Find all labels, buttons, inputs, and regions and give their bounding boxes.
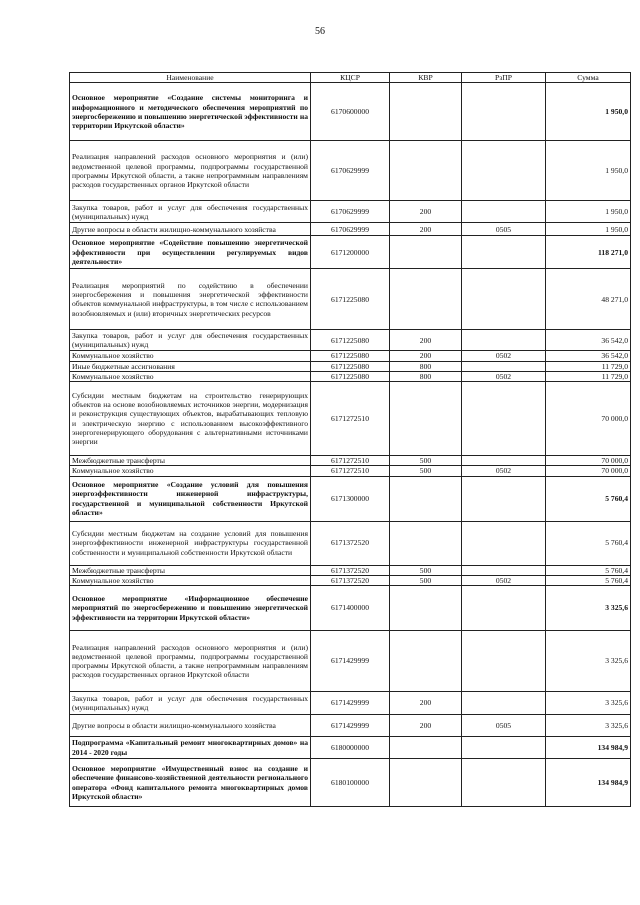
cell-kvr: 500 [390,565,462,575]
cell-rzpr [462,361,546,371]
cell-sum: 5 760,4 [546,521,631,565]
cell-kvr: 200 [390,351,462,361]
table-row [70,83,631,141]
cell-kvr [390,586,462,631]
cell-rzpr: 0502 [462,575,546,585]
cell-name: Основное мероприятие «Информационное обеспечение мероприятий по энергосбережению и повышению энергетической эффективности на территории Иркутской области» [70,586,311,631]
table-row [70,737,631,759]
cell-kvr: 200 [390,692,462,715]
table-row [70,456,631,466]
cell-rzpr [462,521,546,565]
cell-rzpr [462,269,546,330]
cell-kvr [390,236,462,269]
budget-table [69,72,631,807]
cell-sum: 1 950,0 [546,141,631,201]
header-kcsr: КЦСР [311,73,390,83]
cell-name: Закупка товаров, работ и услуг для обеспечения государственных (муниципальных) нужд [70,201,311,223]
cell-sum: 118 271,0 [546,236,631,269]
cell-kvr [390,521,462,565]
cell-name: Основное мероприятие «Создание системы мониторинга и информационного и методического обеспечения мероприятий по энергосбережению и повышению энергетической эффективности на территории Иркутской области» [70,83,311,141]
cell-name: Коммунальное хозяйство [70,351,311,361]
cell-rzpr [462,236,546,269]
cell-name: Реализация направлений расходов основного мероприятия и (или) ведомственной целевой программы, подпрограммы государственной программы Иркутской области, а также непрограммным направлениям расходов государственных органов Иркутской области [70,631,311,692]
cell-sum: 1 950,0 [546,201,631,223]
cell-rzpr [462,330,546,351]
cell-name: Коммунальное хозяйство [70,466,311,476]
cell-rzpr [462,759,546,807]
header-name: Наименование [70,73,311,83]
cell-name: Коммунальное хозяйство [70,575,311,585]
cell-rzpr [462,565,546,575]
cell-name: Субсидии местным бюджетам на создание условий для повышения энергоэффективности инженерной инфраструктуры государственной собственности и муниципальной собственности Иркутской области [70,521,311,565]
cell-sum: 48 271,0 [546,269,631,330]
cell-sum: 36 542,0 [546,351,631,361]
cell-name: Реализация направлений расходов основного мероприятия и (или) ведомственной целевой программы, подпрограммы государственной программы Иркутской области, а также непрограммным направлениям расходов государственных органов Иркутской области [70,141,311,201]
cell-kvr: 200 [390,330,462,351]
cell-name: Другие вопросы в области жилищно-коммунального хозяйства [70,223,311,236]
cell-kcsr: 6170629999 [311,201,390,223]
cell-kcsr: 6171400000 [311,586,390,631]
table-row [70,223,631,236]
cell-kcsr: 6171272510 [311,382,390,456]
cell-rzpr: 0502 [462,371,546,381]
table-row [70,466,631,476]
table-row [70,715,631,737]
table-row [70,330,631,351]
cell-sum: 134 984,9 [546,737,631,759]
cell-kcsr: 6171272510 [311,456,390,466]
cell-sum: 1 950,0 [546,223,631,236]
cell-kcsr: 6171225080 [311,351,390,361]
table-row [70,692,631,715]
cell-sum: 134 984,9 [546,759,631,807]
cell-kcsr: 6180000000 [311,737,390,759]
cell-sum: 3 325,6 [546,715,631,737]
cell-name: Межбюджетные трансферты [70,565,311,575]
cell-sum: 11 729,0 [546,371,631,381]
cell-rzpr: 0505 [462,223,546,236]
cell-kcsr: 6171300000 [311,476,390,521]
cell-kvr: 200 [390,715,462,737]
table-row [70,236,631,269]
cell-sum: 70 000,0 [546,382,631,456]
cell-rzpr: 0502 [462,466,546,476]
cell-kvr [390,631,462,692]
cell-kcsr: 6171272510 [311,466,390,476]
cell-name: Межбюджетные трансферты [70,456,311,466]
cell-sum: 3 325,6 [546,692,631,715]
cell-kcsr: 6171429999 [311,692,390,715]
cell-rzpr: 0502 [462,351,546,361]
cell-rzpr [462,141,546,201]
header-rzpr: РзПР [462,73,546,83]
cell-kcsr: 6171200000 [311,236,390,269]
cell-rzpr [462,586,546,631]
table-row [70,351,631,361]
cell-kvr [390,141,462,201]
cell-kcsr: 6171225080 [311,269,390,330]
cell-name: Реализация мероприятий по содействию в обеспечении энергосбережения и повышения энергетической эффективности объектов коммунальной инфраструктуры, в том числе с использованием возобновляемых и (или) вторичных энергетических ресурсов [70,269,311,330]
table-header-row [70,73,631,83]
cell-sum: 11 729,0 [546,361,631,371]
cell-name: Основное мероприятие «Создание условий для повышения энергоэффективности инженерной инфраструктуры, государственной и муниципальной собственности Иркутской области» [70,476,311,521]
cell-kcsr: 6171429999 [311,715,390,737]
table-row [70,201,631,223]
table-row [70,565,631,575]
cell-sum: 3 325,6 [546,586,631,631]
table-row [70,476,631,521]
cell-name: Субсидии местным бюджетам на строительство генерирующих объектов на основе возобновляемых источников энергии, модернизация и реконструкция существующих объектов, вырабатывающих тепловую и электрическую энергию с использованием высокоэффективного энергогенерирующего оборудования с альтернативными источниками энергии [70,382,311,456]
cell-rzpr [462,83,546,141]
cell-rzpr [462,737,546,759]
header-kvr: КВР [390,73,462,83]
cell-rzpr [462,201,546,223]
cell-kvr: 200 [390,223,462,236]
cell-kvr [390,382,462,456]
table-row [70,382,631,456]
cell-sum: 70 000,0 [546,466,631,476]
cell-sum: 5 760,4 [546,565,631,575]
cell-kvr [390,759,462,807]
cell-rzpr [462,631,546,692]
cell-rzpr [462,476,546,521]
cell-rzpr: 0505 [462,715,546,737]
table-row [70,521,631,565]
cell-kvr [390,269,462,330]
table-row [70,631,631,692]
cell-kcsr: 6171372520 [311,565,390,575]
table-row [70,269,631,330]
cell-rzpr [462,456,546,466]
cell-kvr [390,737,462,759]
table-row [70,371,631,381]
cell-sum: 5 760,4 [546,575,631,585]
cell-sum: 3 325,6 [546,631,631,692]
header-sum: Сумма [546,73,631,83]
table-row [70,575,631,585]
cell-kvr: 500 [390,456,462,466]
cell-kcsr: 6171225080 [311,371,390,381]
cell-kcsr: 6171372520 [311,521,390,565]
cell-kvr [390,83,462,141]
table-row [70,361,631,371]
table-row [70,586,631,631]
cell-sum: 5 760,4 [546,476,631,521]
cell-name: Подпрограмма «Капитальный ремонт многоквартирных домов» на 2014 - 2020 годы [70,737,311,759]
cell-name: Основное мероприятие «Имущественный взнос на создание и обеспечение финансово-хозяйственной деятельности регионального оператора «Фонд капитального ремонта многоквартирных домов Иркутской области» [70,759,311,807]
cell-kcsr: 6171225080 [311,330,390,351]
cell-kcsr: 6171372520 [311,575,390,585]
cell-kvr [390,476,462,521]
cell-kvr: 200 [390,201,462,223]
cell-name: Закупка товаров, работ и услуг для обеспечения государственных (муниципальных) нужд [70,330,311,351]
cell-name: Основное мероприятие «Содействие повышению энергетической эффективности при осуществлении регулируемых видов деятельности» [70,236,311,269]
page-number: 56 [315,26,325,37]
cell-kcsr: 6170600000 [311,83,390,141]
cell-kvr: 800 [390,371,462,381]
cell-rzpr [462,692,546,715]
cell-kvr: 500 [390,466,462,476]
table-row [70,141,631,201]
cell-kcsr: 6170629999 [311,223,390,236]
cell-name: Иные бюджетные ассигнования [70,361,311,371]
cell-name: Закупка товаров, работ и услуг для обеспечения государственных (муниципальных) нужд [70,692,311,715]
cell-sum: 1 950,0 [546,83,631,141]
cell-kcsr: 6180100000 [311,759,390,807]
cell-name: Коммунальное хозяйство [70,371,311,381]
cell-rzpr [462,382,546,456]
cell-sum: 36 542,0 [546,330,631,351]
cell-kcsr: 6171225080 [311,361,390,371]
cell-sum: 70 000,0 [546,456,631,466]
cell-kvr: 800 [390,361,462,371]
cell-kcsr: 6170629999 [311,141,390,201]
cell-kvr: 500 [390,575,462,585]
cell-kcsr: 6171429999 [311,631,390,692]
cell-name: Другие вопросы в области жилищно-коммунального хозяйства [70,715,311,737]
table-row [70,759,631,807]
